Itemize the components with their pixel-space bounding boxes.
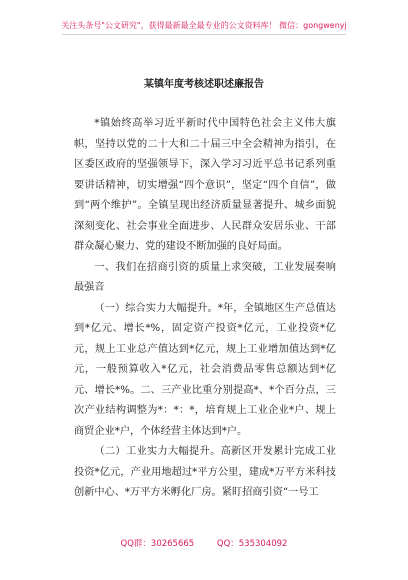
- header-divider: [62, 34, 346, 35]
- footer-qq-group: QQ群：30265665: [120, 539, 195, 549]
- document-body: [74, 114, 336, 504]
- paragraph-comprehensive-strength: （一）综合实力大幅提升。*年，全镇地区生产总值达到*亿元、增长*%，固定资产投资*亿元，工业投资*亿元，规上工业总产值达到*亿元，规上工业增加值达到*亿元，一般预算收入*亿元，社会消费品零售总额达到*亿元、增长*%。二、三产业比重分别提高*、*个百分点，三次产业结构调整为*：*：*，培育规上工业企业*户、规上商贸企业*户，个体经营主体达到*户。: [74, 302, 336, 437]
- paragraph-intro: *镇始终高举习近平新时代中国特色社会主义伟大旗帜，坚持以党的二十大和二十届三中全会精神为指引，在区委区政府的坚强领导下，深入学习习近平总书记系列重要讲话精神，切实增强“四个意识”，坚定“四个自信”，做到“两个维护”。全镇呈现出经济质量显著提升、城乡面貌深刻变化、社会事业全面进步、人民群众安居乐业、干部群众凝心聚力、党的建设不断加强的良好局面。: [74, 118, 336, 252]
- paragraph-industrial-strength: （二）工业实力大幅提升。高新区开发累计完成工业投资*亿元，产业用地超过*平方公里，建成*万平方米科技创新中心、*万平方米孵化厂房。紧盯招商引资“一号工: [74, 446, 336, 498]
- footer-contact: [0, 537, 408, 549]
- footer-qq: QQ：535304092: [216, 539, 288, 549]
- section-heading: 一、我们在招商引资的质量上求突破，工业发展奏响最强音: [74, 261, 336, 293]
- header-banner: 关注头条号"公文研究"，获得最新最全最专业的公文资料库！ 微信：gongwenyj: [61, 21, 347, 30]
- document-title: 某镇年度考核述职述廉报告: [144, 79, 264, 90]
